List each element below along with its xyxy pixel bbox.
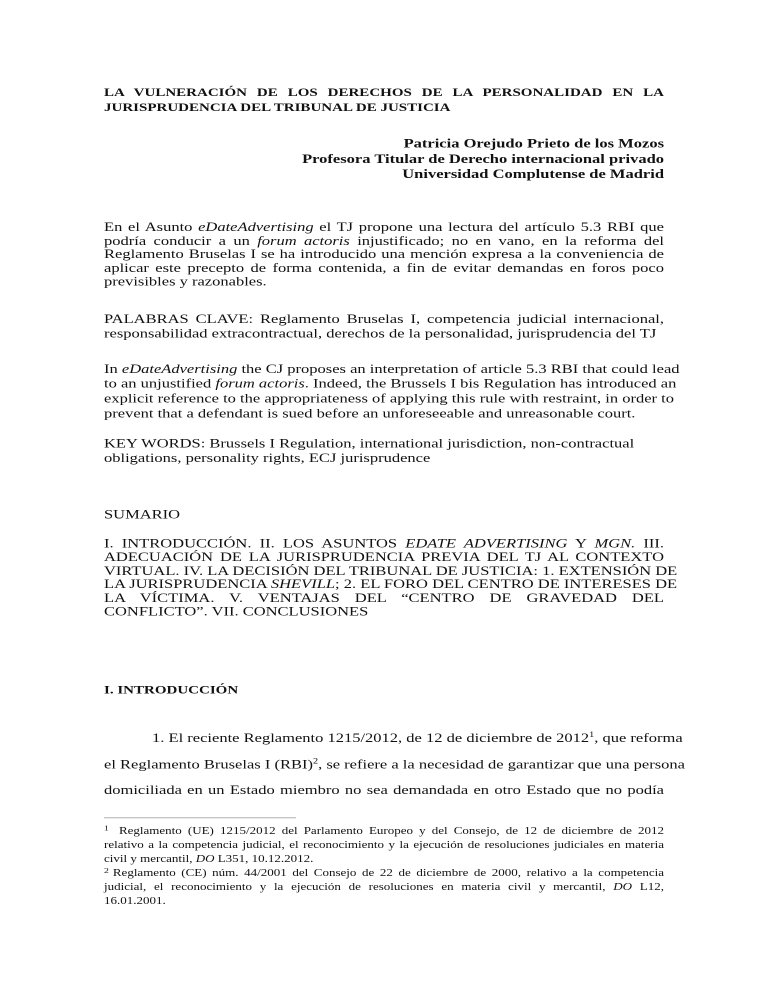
text-run: podría conducir a un xyxy=(104,232,258,248)
title-line xyxy=(104,101,664,116)
footnote-number: 1 xyxy=(104,824,109,833)
summary-line xyxy=(104,576,678,592)
author-line xyxy=(104,166,664,181)
footnotes-line xyxy=(104,880,664,894)
text-run: explicit reference to the appropriateness of applying this rule with restraint, in order to xyxy=(104,390,674,406)
text-run: VIRTUAL. IV. LA DECISIÓN DEL TRIBUNAL DE JUSTICIA: 1. EXTENSIÓN DE xyxy=(104,563,678,578)
author-line xyxy=(104,136,664,151)
text-run: CONFLICTO”. VII. CONCLUSIONES xyxy=(104,603,369,619)
text-run: SUMARIO xyxy=(104,506,181,522)
keywords-es-line xyxy=(104,326,664,341)
text-run: , que reforma xyxy=(594,730,683,745)
abstract-es-line xyxy=(104,234,664,248)
summary-heading-line xyxy=(104,508,664,522)
italic-text: MGN. xyxy=(594,535,636,551)
text-run: Y xyxy=(567,535,595,551)
text-run: aplicar este precepto de forma contenida, a fin de evitar demandas en foros poco xyxy=(104,260,664,276)
text-run: En el Asunto xyxy=(104,219,199,234)
text-run: LA JURISPRUDENCIA xyxy=(104,576,271,592)
summary-line xyxy=(104,605,664,619)
keywords-en-line xyxy=(104,437,664,451)
footnote-separator xyxy=(104,817,296,818)
text-run: III. xyxy=(635,535,665,551)
summary-line xyxy=(104,537,664,551)
text-run: L12, xyxy=(632,880,664,893)
text-run: injustificado; no en vano, en la reforma del xyxy=(349,232,664,248)
text-run: obligations, personality rights, ECJ jurisprudence xyxy=(104,450,431,465)
text-run: civil y mercantil, xyxy=(104,852,196,865)
text-run: judicial, el reconocimiento y la ejecución de resoluciones en materia civil y mercantil, xyxy=(104,880,614,893)
abstract-en-line xyxy=(104,375,677,391)
text-run: responsabilidad extracontractual, derechos de la personalidad, jurisprudencia del TJ xyxy=(104,326,657,341)
title-line xyxy=(104,86,664,101)
text-run: 16.01.2001. xyxy=(104,894,166,907)
text-run: the CJ proposes an interpretation of article 5.3 RBI that could lead xyxy=(237,361,680,376)
author-line xyxy=(104,151,664,166)
summary-line xyxy=(104,591,664,605)
abstract-es-line xyxy=(104,247,664,261)
italic-text: DO xyxy=(195,852,215,865)
text-run: , se refiere a la necesidad de garantizar que una persona xyxy=(318,756,685,772)
text-run: el TJ propone una lectura del artículo 5.3 RBI que xyxy=(313,219,664,234)
text-run: el Reglamento Bruselas I (RBI) xyxy=(104,756,313,772)
text-run: . Indeed, the Brussels I bis Regulation has introduced an xyxy=(304,375,677,391)
text-run: Universidad Complutense de Madrid xyxy=(402,166,664,181)
text-run: domiciliada en un Estado miembro no sea demandada en otro Estado que no podía xyxy=(104,782,664,798)
italic-text: eDateAdvertising xyxy=(198,219,314,234)
abstract-es-line xyxy=(104,261,664,275)
summary-line xyxy=(104,563,678,578)
text-run: JURISPRUDENCIA DEL TRIBUNAL DE JUSTICIA xyxy=(104,101,451,114)
text-run: LA VÍCTIMA. V. VENTAJAS DEL “CENTRO DE GRAVEDAD DEL xyxy=(104,590,664,605)
footnotes-line xyxy=(104,838,664,852)
text-run: prevent that a defendant is sued before an unforeseeable and unreasonable court. xyxy=(104,405,636,421)
footnotes-line xyxy=(104,894,664,908)
italic-text: SHEVILL xyxy=(270,576,336,592)
keywords-es-line xyxy=(104,311,664,326)
text-run: relativo a la competencia judicial, el reconocimiento y la ejecución de resoluciones judiciales en materia xyxy=(104,838,664,851)
intro-heading-line xyxy=(104,683,664,697)
text-run: In xyxy=(104,361,122,376)
text-run: I. INTRODUCCIÓN xyxy=(104,684,239,697)
text-run: 1. El reciente Reglamento 1215/2012, de 12 de diciembre de 2012 xyxy=(152,730,590,745)
italic-text: EDATE ADVERTISING xyxy=(405,535,568,551)
text-run: ADECUACIÓN DE LA JURISPRUDENCIA PREVIA DEL TJ AL CONTEXTO xyxy=(104,549,664,565)
abstract-es-line xyxy=(104,220,664,234)
text-run: Patricia Orejudo Prieto de los Mozos xyxy=(403,135,664,151)
text-run: Profesora Titular de Derecho internacional privado xyxy=(302,150,664,166)
italic-text: eDateAdvertising xyxy=(121,361,238,376)
text-run: PALABRAS CLAVE: Reglamento Bruselas I, competencia judicial internacional, xyxy=(104,311,664,327)
italic-text: forum actoris xyxy=(257,232,350,248)
body-line xyxy=(104,777,664,803)
summary-line xyxy=(104,550,664,564)
italic-text: DO xyxy=(613,880,633,893)
abstract-en-line xyxy=(104,390,674,406)
text-run: Reglamento (UE) 1215/2012 del Parlamento Europeo y del Consejo, de 12 de diciembre de 2012 xyxy=(112,824,664,837)
text-run: ; 2. EL FORO DEL CENTRO DE INTERESES DE xyxy=(335,576,678,592)
abstract-en-line xyxy=(104,406,664,421)
text-run: Reglamento (CE) núm. 44/2001 del Consejo de 22 de diciembre de 2000, relativo a la competencia xyxy=(112,866,664,879)
footnote-number: 2 xyxy=(104,866,109,875)
footnote-reference: 2 xyxy=(312,757,319,766)
text-run: KEY WORDS: Brussels I Regulation, international jurisdiction, non-contractual xyxy=(104,436,635,451)
text-run: LA VULNERACIÓN DE LOS DERECHOS DE LA PERSONALIDAD EN LA xyxy=(104,86,664,100)
keywords-en-line xyxy=(104,451,664,465)
text-run: L351, 10.12.2012. xyxy=(214,852,314,865)
body-line xyxy=(104,725,683,753)
text-run: I. INTRODUCCIÓN. II. LOS ASUNTOS xyxy=(104,535,406,551)
abstract-es-line xyxy=(104,275,664,289)
text-run: to an unjustified xyxy=(104,375,216,391)
footnotes-line xyxy=(104,852,664,866)
footnote-reference: 1 xyxy=(589,731,595,740)
text-run: Reglamento Bruselas I se ha introducido una mención expresa a la conveniencia de xyxy=(104,246,664,262)
italic-text: forum actoris xyxy=(215,375,305,391)
abstract-en-line xyxy=(104,361,680,376)
text-run: previsibles y razonables. xyxy=(104,274,267,289)
body-line xyxy=(104,751,685,779)
